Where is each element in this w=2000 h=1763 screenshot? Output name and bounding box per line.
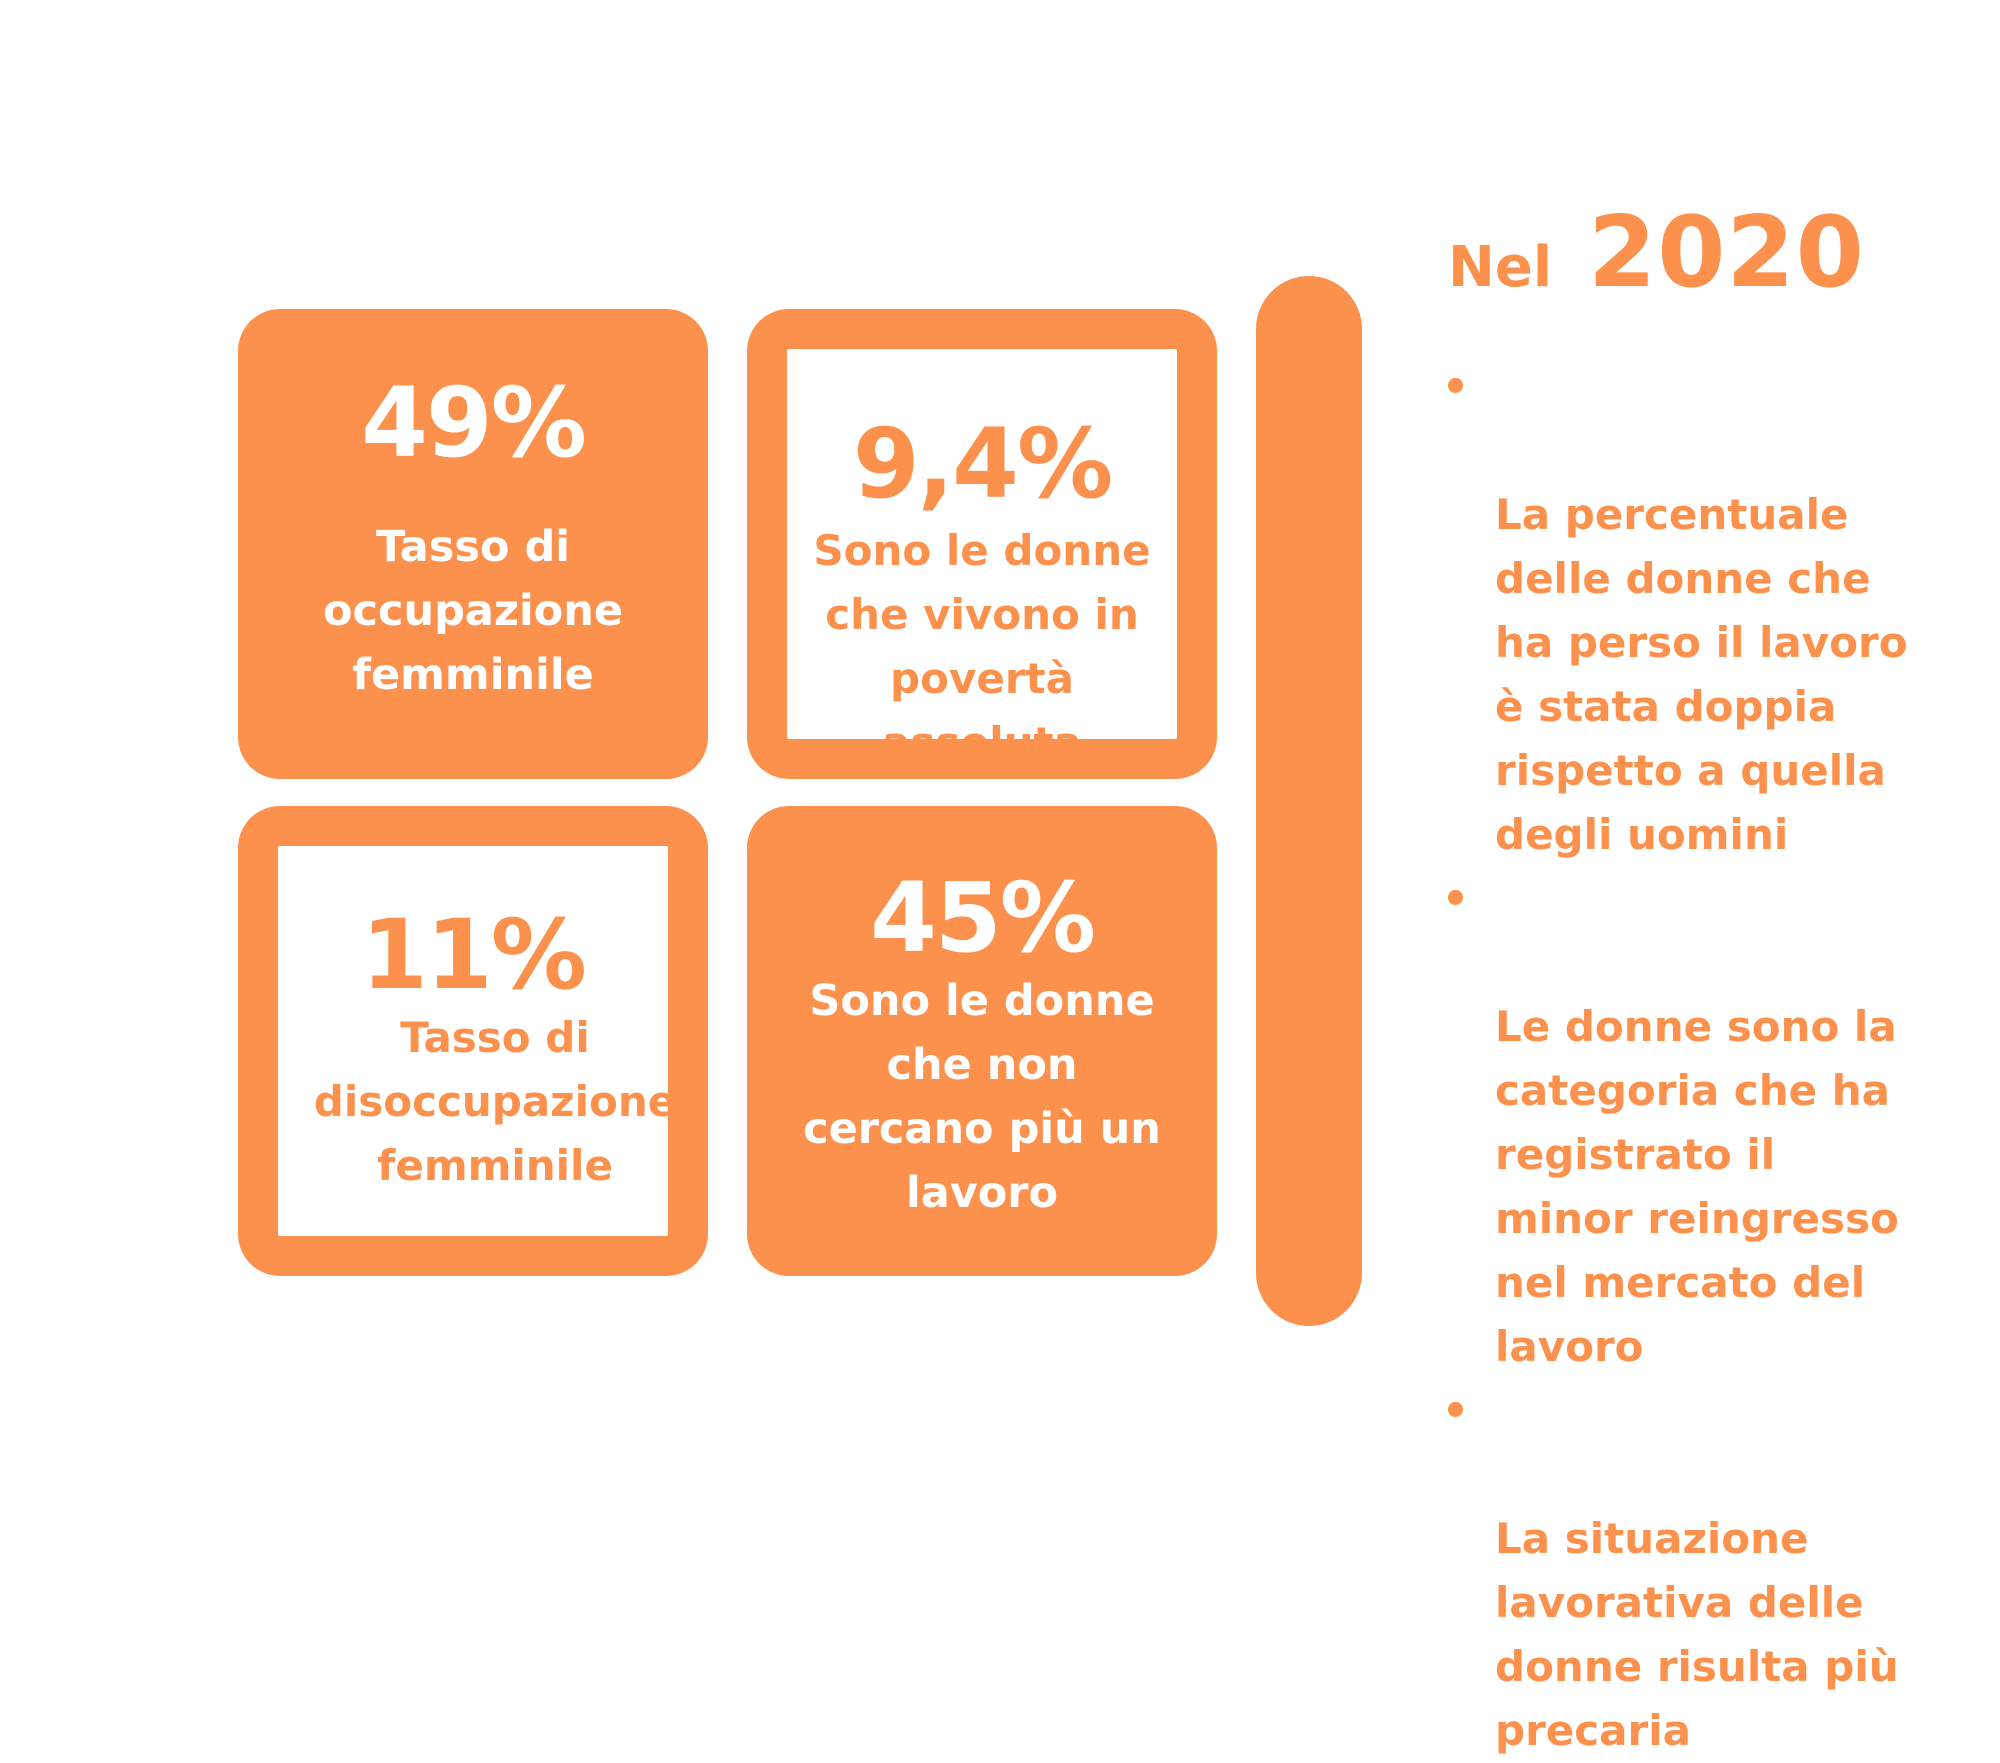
bullet-dot-icon <box>1448 890 1463 905</box>
stat-value: 9,4% <box>852 408 1112 520</box>
list-item <box>1448 867 1988 1379</box>
stat-label: Sono le donne che vivono in povertà assoluta <box>813 526 1151 767</box>
stat-card-occupation-rate <box>238 309 708 779</box>
list-item <box>1448 1379 1988 1763</box>
vertical-divider-bar <box>1256 276 1362 1326</box>
list-item-text: La percentuale delle donne che ha perso il lavoro è stata doppia rispetto a quella degli uomini <box>1495 490 1908 859</box>
stat-value: 45% <box>870 862 1094 974</box>
facts-list <box>1448 355 1988 1763</box>
list-item <box>1448 355 1988 867</box>
bullet-dot-icon <box>1448 1402 1463 1417</box>
stat-label: Sono le donne che non cercano più un lavoro <box>803 976 1161 1218</box>
heading-year: 2020 <box>1588 196 1865 310</box>
bullet-dot-icon <box>1448 378 1463 393</box>
section-heading <box>1448 196 1865 310</box>
stat-card-absolute-poverty <box>747 309 1217 779</box>
stat-card-stopped-job-search <box>747 806 1217 1276</box>
heading-prefix: Nel <box>1448 235 1553 300</box>
stat-value: 49% <box>361 367 585 479</box>
stat-label: Tasso di disoccupazione femminile <box>313 1013 677 1190</box>
list-item-text: La situazione lavorativa delle donne risulta più precaria <box>1495 1514 1899 1755</box>
stat-value: 11% <box>361 899 585 1011</box>
stat-card-unemployment-rate <box>238 806 708 1276</box>
stat-label: Tasso di occupazione femminile <box>322 522 623 700</box>
list-item-text: Le donne sono la categoria che ha registrato il minor reingresso nel mercato del lavoro <box>1495 1002 1899 1371</box>
